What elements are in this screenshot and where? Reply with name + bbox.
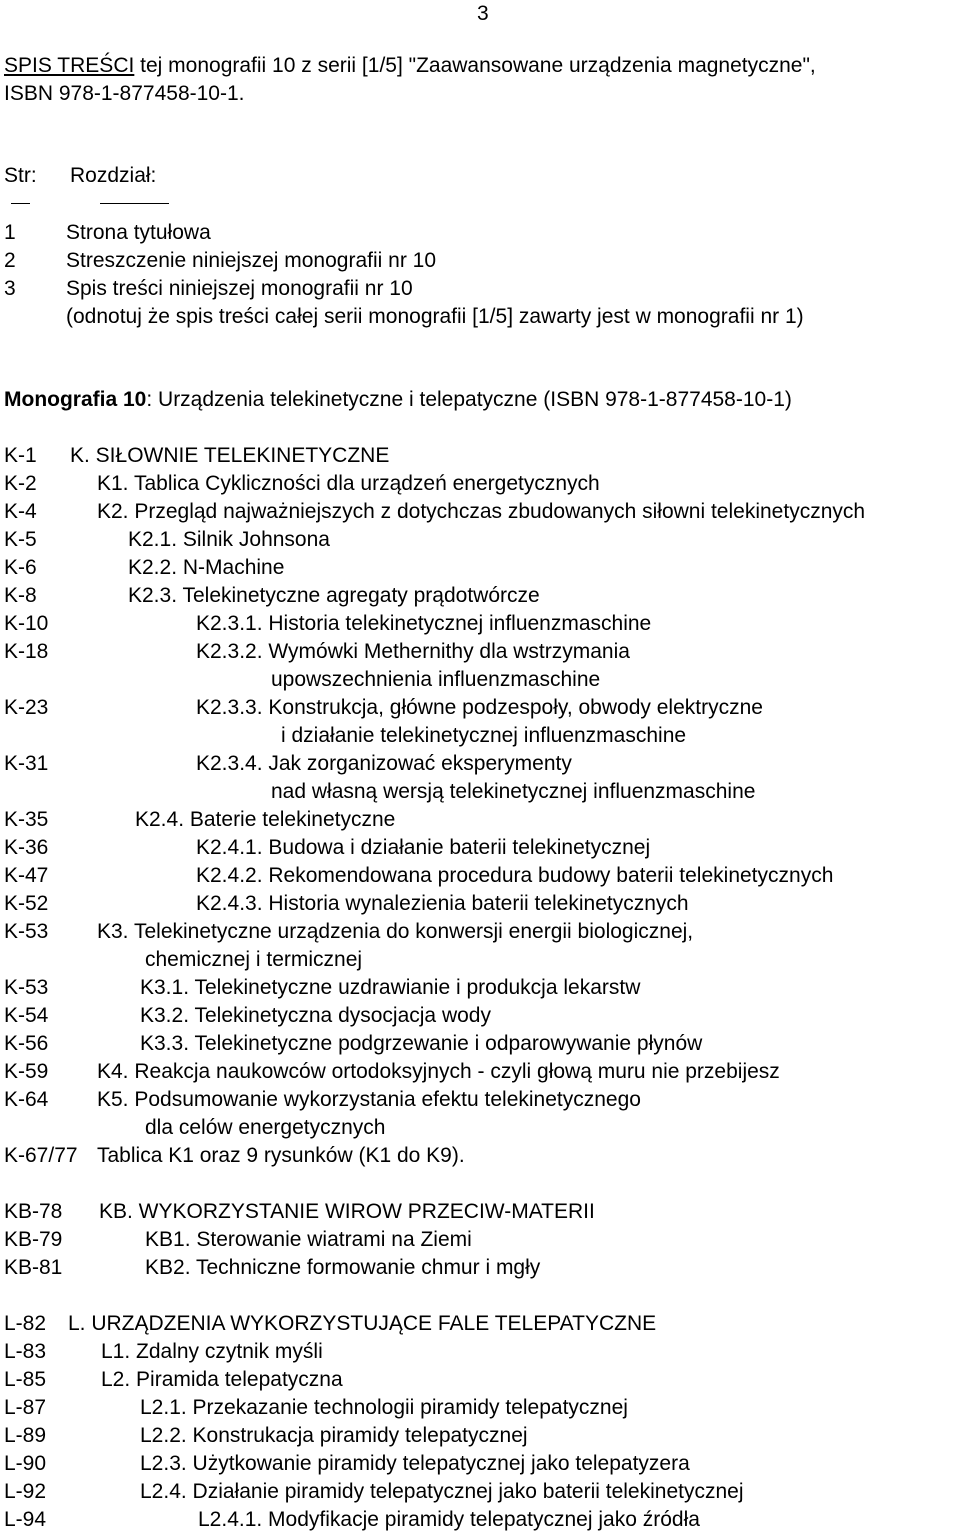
entry-text: L2.2. Konstrukacja piramidy telepatycznej: [140, 1424, 528, 1447]
entry-continuation: i działanie telekinetycznej influenzmaschine: [281, 724, 687, 747]
entry-page: K-52: [4, 892, 49, 915]
intro-text: Strona tytułowa: [66, 221, 211, 244]
entry-page: K-47: [4, 864, 49, 887]
column-underline-page: [11, 203, 30, 204]
entry-page: K-54: [4, 1004, 49, 1027]
intro-page: 2: [4, 249, 16, 272]
entry-page: K-1: [4, 444, 37, 467]
entry-text: K2.2. N-Machine: [128, 556, 285, 579]
entry-page: L-94: [4, 1508, 47, 1531]
toc-title: [4, 55, 816, 76]
intro-text: (odnotuj że spis treści całej serii monografii [1/5] zawarty jest w monografii nr 1): [66, 305, 804, 328]
entry-continuation: nad własną wersją telekinetycznej influenzmaschine: [271, 780, 756, 803]
entry-page: L-85: [4, 1368, 47, 1391]
entry-text: K. SIŁOWNIE TELEKINETYCZNE: [70, 444, 390, 467]
entry-text: K1. Tablica Cykliczności dla urządzeń energetycznych: [97, 472, 600, 495]
entry-page: K-53: [4, 976, 49, 999]
entry-text: KB1. Sterowanie wiatrami na Ziemi: [145, 1228, 472, 1251]
entry-text: L2.4. Działanie piramidy telepatycznej jako baterii telekinetycznej: [140, 1480, 744, 1503]
entry-text: K2.3.3. Konstrukcja, główne podzespoły, obwody elektryczne: [196, 696, 763, 719]
entry-text: KB. WYKORZYSTANIE WIROW PRZECIW-MATERII: [99, 1200, 595, 1223]
column-underline-chapter: [100, 203, 169, 204]
entry-text: K2.3.1. Historia telekinetycznej influenzmaschine: [196, 612, 652, 635]
entry-text: K2.3.4. Jak zorganizować eksperymenty: [196, 752, 572, 775]
entry-continuation: chemicznej i termicznej: [145, 948, 363, 971]
page-number: 3: [477, 2, 489, 25]
entry-text: L2.3. Użytkowanie piramidy telepatycznej jako telepatyzera: [140, 1452, 690, 1475]
entry-text: Tablica K1 oraz 9 rysunków (K1 do K9).: [97, 1144, 465, 1167]
entry-page: L-87: [4, 1396, 47, 1419]
entry-page: K-36: [4, 836, 49, 859]
entry-text: K2.4. Baterie telekinetyczne: [135, 808, 396, 831]
entry-text: K3.2. Telekinetyczna dysocjacja wody: [140, 1004, 491, 1027]
entry-page: K-31: [4, 752, 49, 775]
entry-text: K2.4.1. Budowa i działanie baterii telekinetycznej: [196, 836, 651, 859]
entry-page: L-90: [4, 1452, 47, 1475]
monograph-label: Monografia 10: [4, 388, 147, 411]
entry-text: L2.1. Przekazanie technologii piramidy telepatycznej: [140, 1396, 628, 1419]
entry-text: L2.4.1. Modyfikacje piramidy telepatycznej jako źródła: [198, 1508, 700, 1531]
entry-text: L2. Piramida telepatyczna: [101, 1368, 343, 1391]
entry-page: L-83: [4, 1340, 47, 1363]
entry-continuation: upowszechnienia influenzmaschine: [271, 668, 601, 691]
entry-text: K5. Podsumowanie wykorzystania efektu telekinetycznego: [97, 1088, 641, 1111]
intro-text: Spis treści niniejszej monografii nr 10: [66, 277, 413, 300]
entry-text: L. URZĄDZENIA WYKORZYSTUJĄCE FALE TELEPATYCZNE: [68, 1312, 657, 1335]
intro-text: Streszczenie niniejszej monografii nr 10: [66, 249, 437, 272]
entry-page: KB-81: [4, 1256, 63, 1279]
toc-title-underlined: SPIS TREŚCI: [4, 54, 135, 77]
entry-page: K-6: [4, 556, 37, 579]
entry-page: K-2: [4, 472, 37, 495]
entry-page: K-56: [4, 1032, 49, 1055]
entry-text: K3.3. Telekinetyczne podgrzewanie i odparowywanie płynów: [140, 1032, 703, 1055]
entry-page: KB-79: [4, 1228, 63, 1251]
column-label-page: Str:: [4, 164, 37, 187]
entry-page: K-53: [4, 920, 49, 943]
entry-text: K3.1. Telekinetyczne uzdrawianie i produkcja lekarstw: [140, 976, 641, 999]
entry-page: L-92: [4, 1480, 47, 1503]
entry-text: K2.3. Telekinetyczne agregaty prądotwórcze: [128, 584, 540, 607]
entry-page: K-18: [4, 640, 49, 663]
entry-text: K2.4.2. Rekomendowana procedura budowy baterii telekinetycznych: [196, 864, 834, 887]
monograph-heading: [4, 389, 792, 410]
toc-title-line2: ISBN 978-1-877458-10-1.: [4, 82, 245, 105]
entry-page: K-35: [4, 808, 49, 831]
entry-page: K-8: [4, 584, 37, 607]
entry-page: K-23: [4, 696, 49, 719]
entry-page: K-59: [4, 1060, 49, 1083]
entry-page: K-10: [4, 612, 49, 635]
entry-page: L-82: [4, 1312, 47, 1335]
entry-page: K-5: [4, 528, 37, 551]
entry-page: K-4: [4, 500, 37, 523]
entry-continuation: dla celów energetycznych: [145, 1116, 386, 1139]
entry-page: K-67/77: [4, 1144, 78, 1167]
toc-title-rest: tej monografii 10 z serii [1/5] "Zaawansowane urządzenia magnetyczne",: [134, 54, 816, 77]
entry-page: K-64: [4, 1088, 49, 1111]
entry-text: K4. Reakcja naukowców ortodoksyjnych - czyli głową muru nie przebijesz: [97, 1060, 780, 1083]
intro-page: 3: [4, 277, 16, 300]
entry-text: KB2. Techniczne formowanie chmur i mgły: [145, 1256, 541, 1279]
entry-text: K2.1. Silnik Johnsona: [128, 528, 330, 551]
intro-page: 1: [4, 221, 16, 244]
entry-text: K2. Przegląd najważniejszych z dotychczas zbudowanych siłowni telekinetycznych: [97, 500, 866, 523]
entry-page: KB-78: [4, 1200, 63, 1223]
entry-text: K3. Telekinetyczne urządzenia do konwersji energii biologicznej,: [97, 920, 694, 943]
monograph-description: : Urządzenia telekinetyczne i telepatyczne (ISBN 978-1-877458-10-1): [146, 388, 792, 411]
entry-text: K2.4.3. Historia wynalezienia baterii telekinetycznych: [196, 892, 689, 915]
entry-text: L1. Zdalny czytnik myśli: [101, 1340, 323, 1363]
entry-text: K2.3.2. Wymówki Methernithy dla wstrzymania: [196, 640, 630, 663]
entry-page: L-89: [4, 1424, 47, 1447]
column-label-chapter: Rozdział:: [70, 164, 157, 187]
